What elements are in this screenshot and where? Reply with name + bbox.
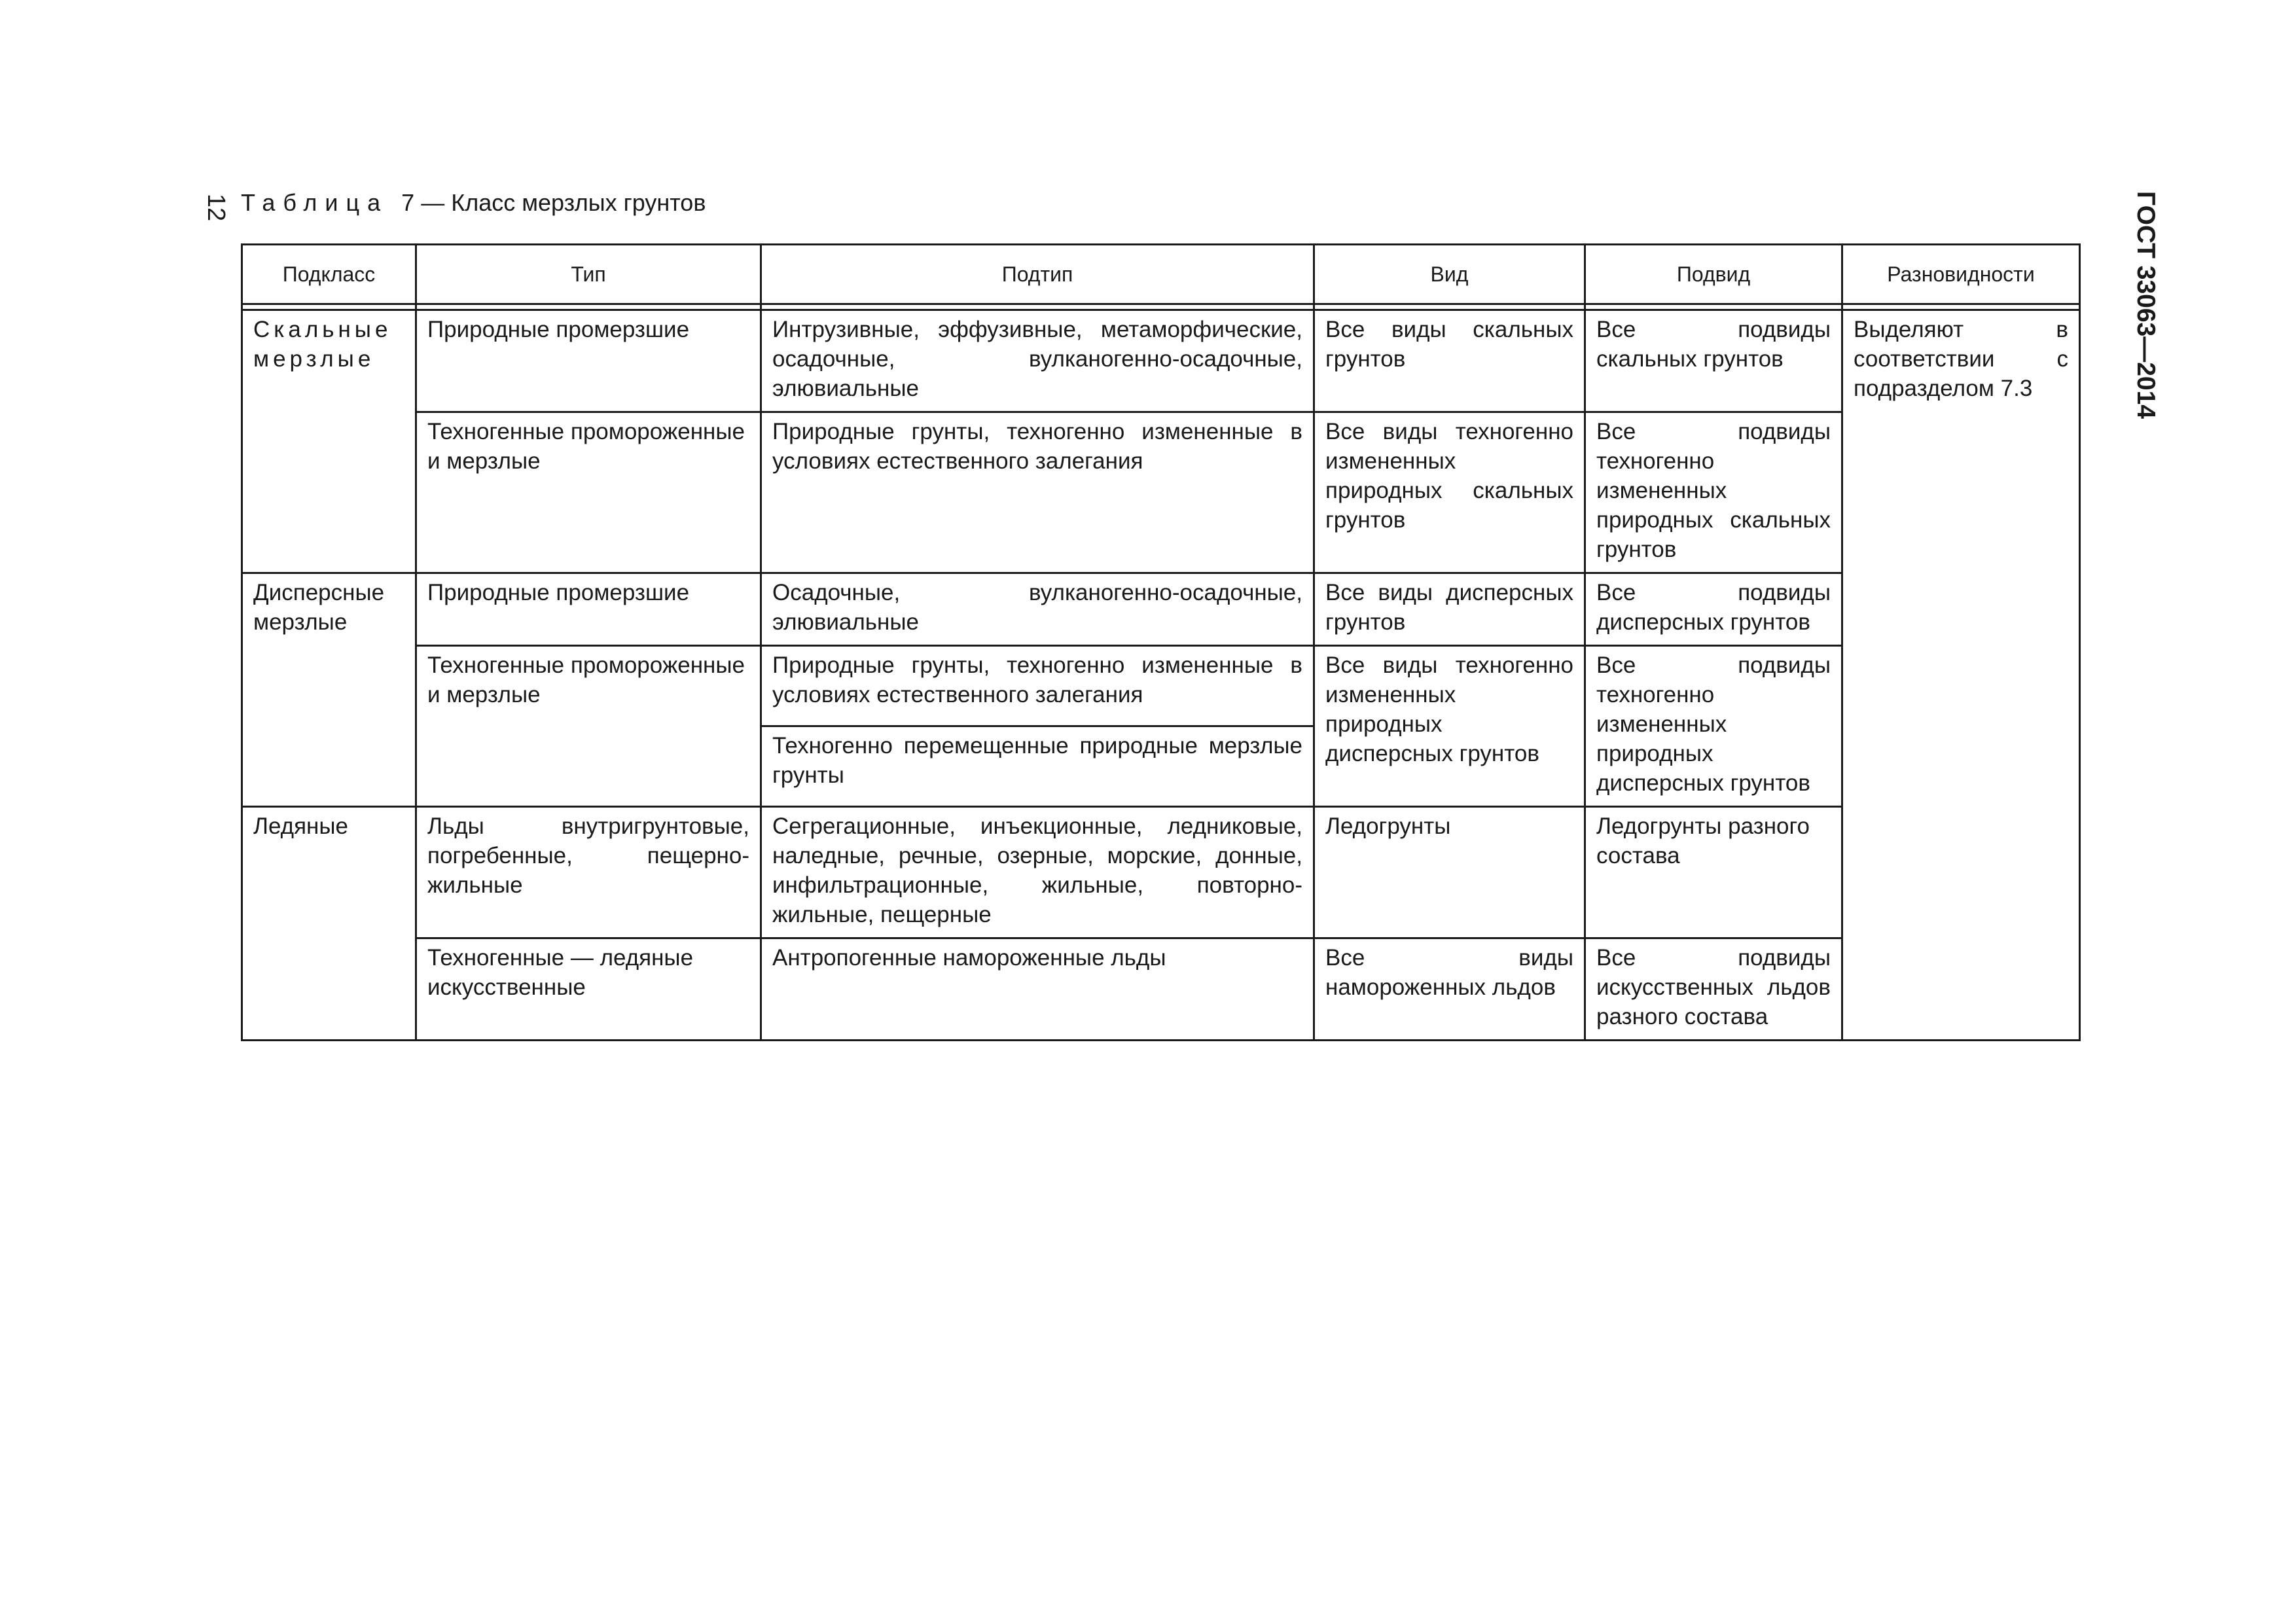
table-row — [242, 310, 2080, 412]
subtype-cell: Природные грунты, техногенно измененные в условиях естественного залегания — [761, 412, 1314, 573]
table-row — [242, 807, 2080, 938]
subtype-cell: Природные грунты, техногенно измененные в условиях естественного залегания — [761, 646, 1314, 726]
type-cell: Природные промерзшие — [416, 573, 761, 646]
page-number: 12 — [202, 193, 230, 222]
caption-label: Таблица — [241, 189, 389, 216]
kind-cell: Все виды техногенно измененных природных дисперсных грунтов — [1314, 646, 1585, 807]
kind-cell: Ледогрунты — [1314, 807, 1585, 938]
subkind-cell: Ледогрунты разного состава — [1585, 807, 1842, 938]
subtype-cell: Осадочные, вулканогенно-осадочные, элювиальные — [761, 573, 1314, 646]
subkind-cell: Все подвиды техногенно измененных природных скальных грунтов — [1585, 412, 1842, 573]
subtype-cell: Интрузивные, эффузивные, метаморфические, осадочные, вулканогенно-осадочные, элювиальные — [761, 310, 1314, 412]
subclass-cell: Скальные мерзлые — [242, 310, 416, 573]
subclass-cell: Ледяные — [242, 807, 416, 1041]
kind-cell: Все виды дисперсных грунтов — [1314, 573, 1585, 646]
table-header-row — [242, 245, 2080, 304]
header-subclass: Подкласс — [242, 245, 416, 304]
subclass-cell: Дисперсные мерзлые — [242, 573, 416, 807]
caption-title: — Класс мерзлых грунтов — [421, 189, 706, 216]
subtype-cell: Антропогенные намороженные льды — [761, 938, 1314, 1041]
subtype-cell: Техногенно перемещенные природные мерзлые грунты — [761, 726, 1314, 807]
table-row — [242, 573, 2080, 646]
subtype-cell: Сегрегационные, инъекционные, ледниковые, наледные, речные, озерные, морские, донные, инфильтрационные, жильные, повторно-жильные, пещерные — [761, 807, 1314, 938]
frozen-soils-table — [241, 243, 2079, 1041]
subkind-cell: Все подвиды скальных грунтов — [1585, 310, 1842, 412]
subkind-cell: Все подвиды техногенно измененных природных дисперсных грунтов — [1585, 646, 1842, 807]
table-caption — [241, 188, 706, 217]
type-cell: Природные промерзшие — [416, 310, 761, 412]
type-cell: Техногенные — ледяные искусственные — [416, 938, 761, 1041]
gost-designation: ГОСТ 33063—2014 — [2132, 191, 2160, 419]
header-subtype: Подтип — [761, 245, 1314, 304]
type-cell: Техногенные промороженные и мерзлые — [416, 646, 761, 807]
header-subkind: Подвид — [1585, 245, 1842, 304]
header-separator — [242, 304, 2080, 310]
type-cell: Техногенные промороженные и мерзлые — [416, 412, 761, 573]
header-kind: Вид — [1314, 245, 1585, 304]
caption-number: 7 — [401, 189, 415, 216]
kind-cell: Все виды техногенно измененных природных скальных грунтов — [1314, 412, 1585, 573]
subkind-cell: Все подвиды дисперсных грунтов — [1585, 573, 1842, 646]
table-row — [242, 646, 2080, 726]
document-side-header — [2132, 191, 2161, 419]
table-row — [242, 938, 2080, 1041]
header-type: Тип — [416, 245, 761, 304]
type-cell: Льды внутригрунтовые, погребенные, пещерно-жильные — [416, 807, 761, 938]
subkind-cell: Все подвиды искусственных льдов разного состава — [1585, 938, 1842, 1041]
header-varieties: Разновидности — [1842, 245, 2080, 304]
varieties-cell: Выделяют в соответствии с подразделом 7.3 — [1842, 310, 2080, 1041]
kind-cell: Все виды намороженных льдов — [1314, 938, 1585, 1041]
kind-cell: Все виды скальных грунтов — [1314, 310, 1585, 412]
table-row — [242, 412, 2080, 573]
